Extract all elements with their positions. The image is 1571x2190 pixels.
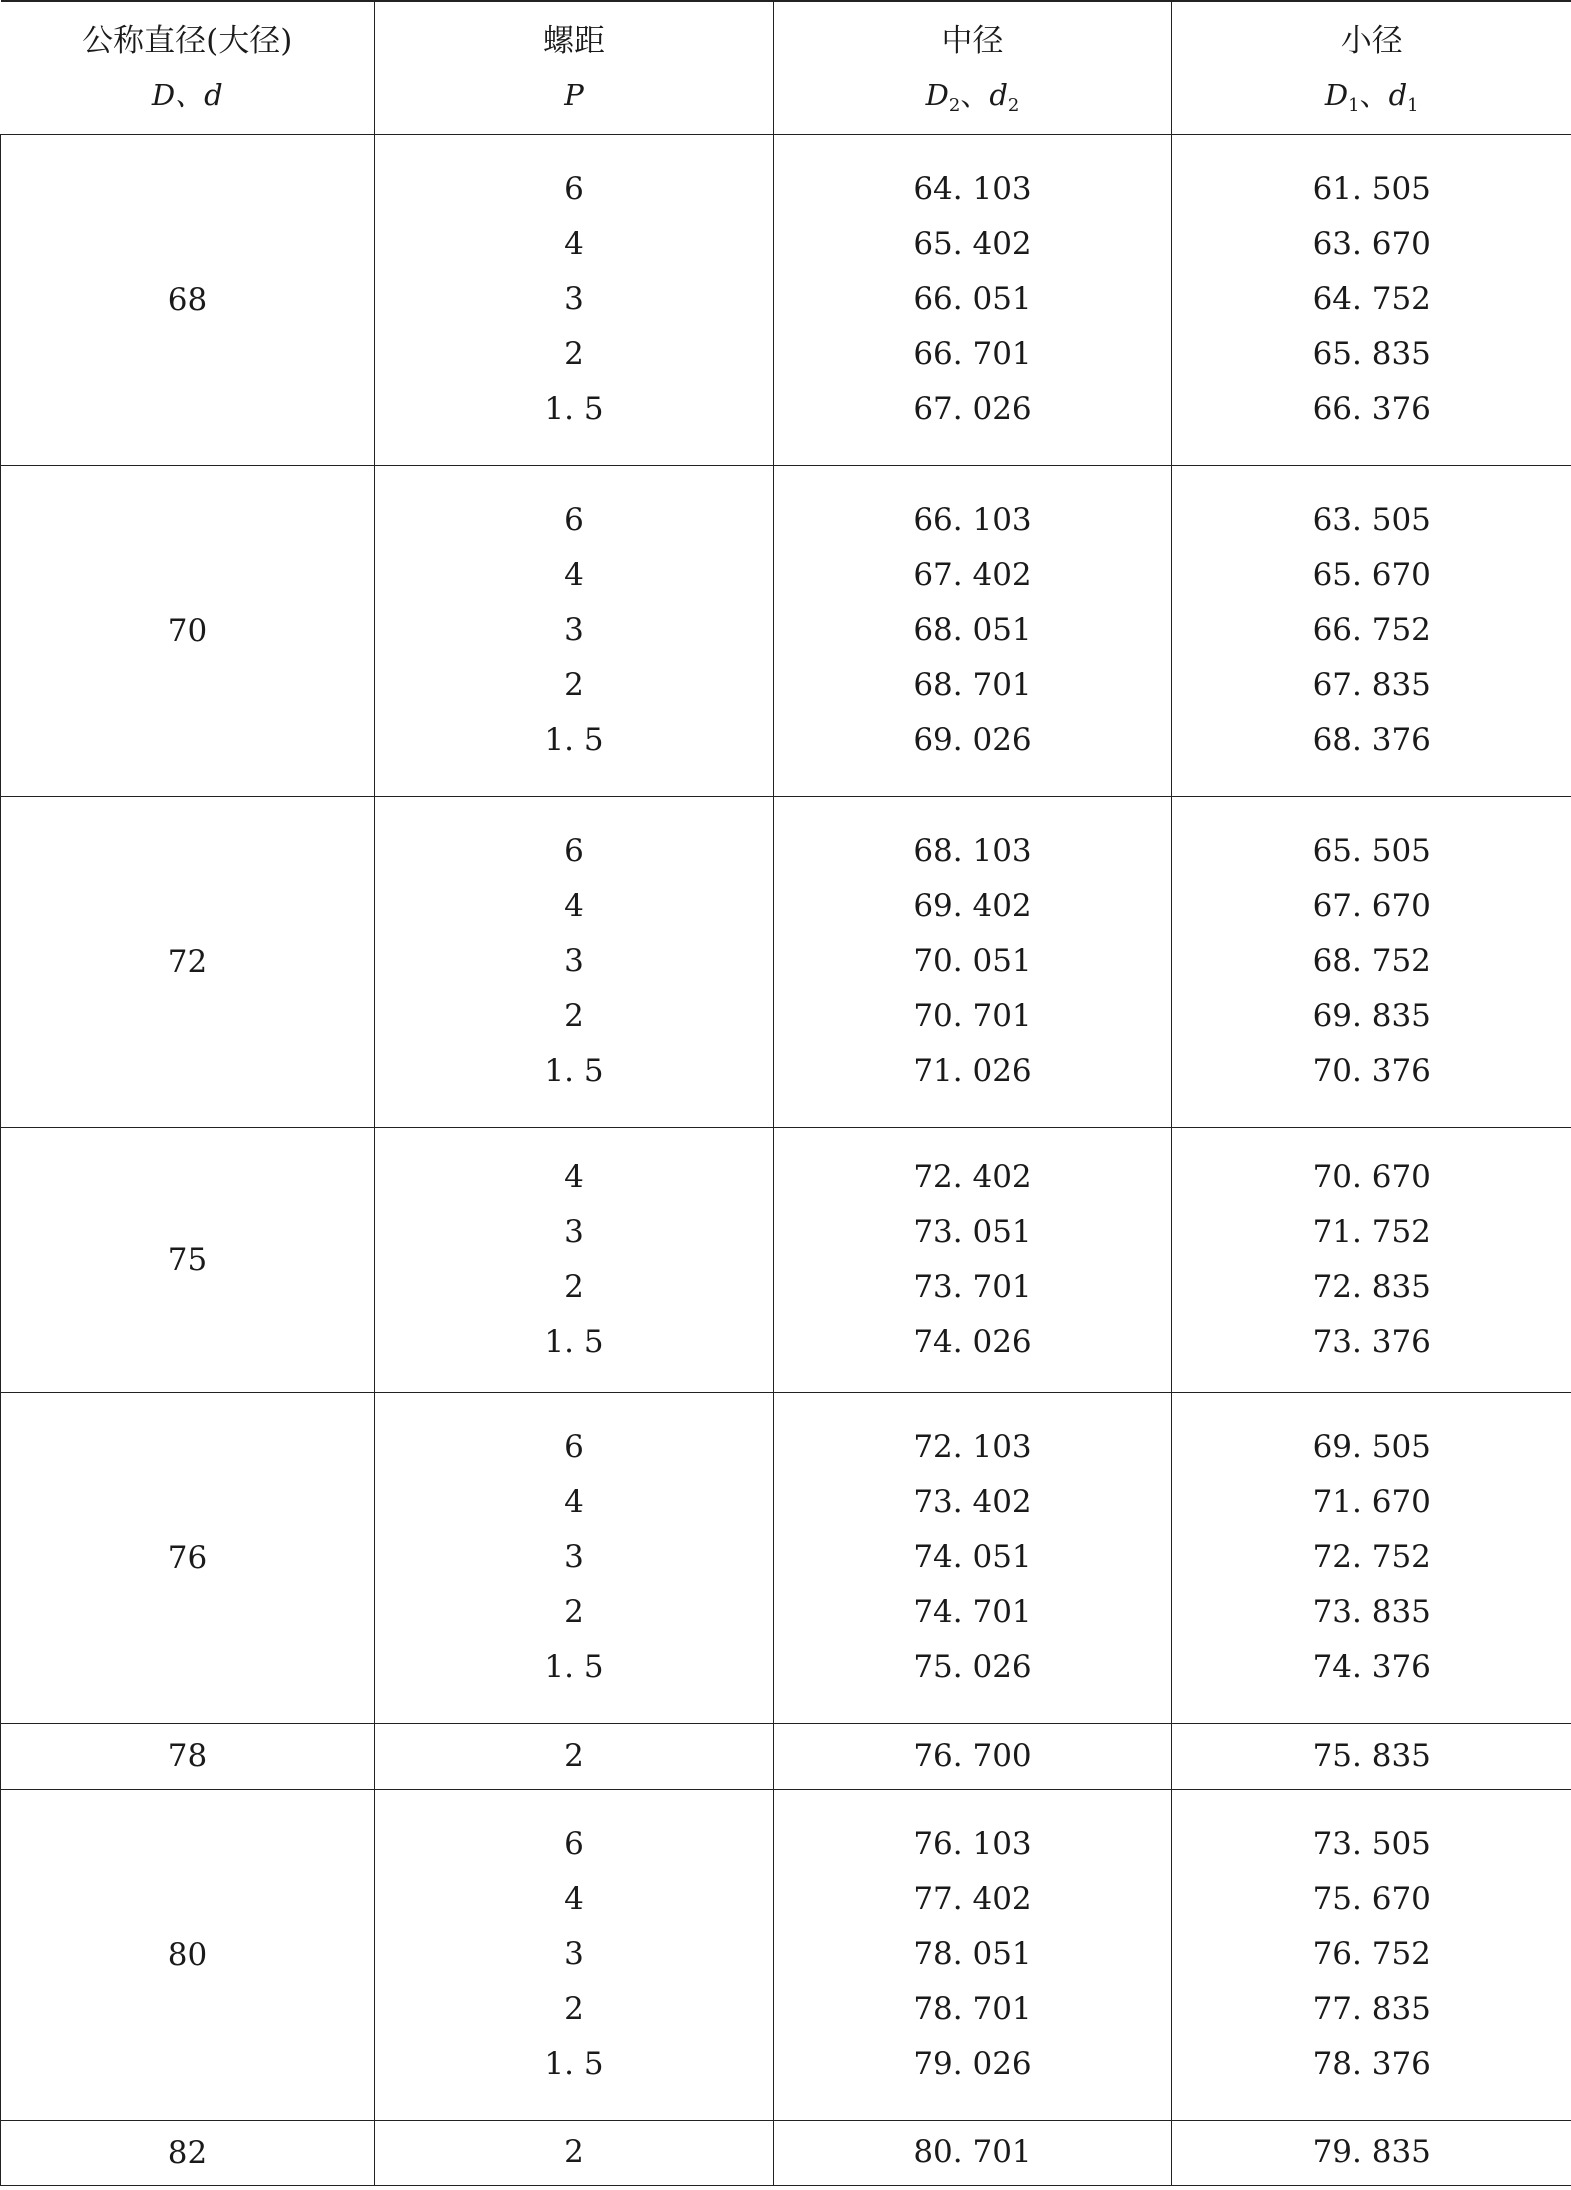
minor-diameter-cell bbox=[1172, 1392, 1571, 1723]
pitch-diameter-cell bbox=[774, 1789, 1172, 2120]
pitch-cell bbox=[375, 796, 774, 1127]
pitch-diameter-cell bbox=[774, 796, 1172, 1127]
pitch-cell bbox=[375, 465, 774, 796]
header-nominal-diameter-label: 公称直径(大径) bbox=[82, 22, 293, 59]
minor-diameter-cell bbox=[1172, 1789, 1571, 2120]
pitch-value: 2 bbox=[564, 667, 584, 703]
pitch-diameter-value: 74. 026 bbox=[913, 1323, 1032, 1360]
pitch-value: 2 bbox=[564, 1991, 584, 2027]
pitch-value: 2 bbox=[564, 1268, 584, 1305]
header-minor-diameter-symbol: $D_1$、$d_1$ bbox=[1324, 77, 1419, 116]
nominal-diameter-cell: 76 bbox=[1, 1392, 375, 1723]
minor-diameter-value: 67. 835 bbox=[1312, 667, 1431, 703]
pitch-value: 1. 5 bbox=[544, 2046, 604, 2082]
pitch-diameter-value: 64. 103 bbox=[913, 171, 1032, 207]
table-row bbox=[1, 1127, 1571, 1392]
pitch-diameter-value: 73. 402 bbox=[913, 1484, 1032, 1520]
pitch-diameter-value: 72. 103 bbox=[913, 1429, 1032, 1465]
minor-diameter-value: 68. 752 bbox=[1312, 943, 1431, 979]
header-minor-diameter bbox=[1172, 1, 1571, 134]
pitch-value: 6 bbox=[564, 502, 584, 538]
nominal-diameter-cell: 80 bbox=[1, 1789, 375, 2120]
pitch-value: 4 bbox=[564, 888, 584, 924]
pitch-value: 6 bbox=[564, 1826, 584, 1862]
pitch-value: 4 bbox=[564, 1881, 584, 1917]
nominal-diameter-cell: 75 bbox=[1, 1127, 375, 1392]
minor-diameter-value: 63. 670 bbox=[1312, 226, 1431, 262]
pitch-diameter-value: 65. 402 bbox=[913, 226, 1032, 262]
pitch-diameter-value: 74. 051 bbox=[913, 1539, 1032, 1575]
pitch-diameter-value: 76. 103 bbox=[913, 1826, 1032, 1862]
pitch-value: 3 bbox=[564, 943, 584, 979]
pitch-value: 2 bbox=[564, 2134, 584, 2170]
pitch-diameter-value: 68. 103 bbox=[913, 833, 1032, 869]
header-pitch-symbol: P bbox=[564, 77, 584, 112]
minor-diameter-value: 69. 505 bbox=[1312, 1429, 1431, 1465]
minor-diameter-value: 73. 505 bbox=[1312, 1826, 1431, 1862]
pitch-cell bbox=[375, 1723, 774, 1789]
minor-diameter-value: 70. 376 bbox=[1312, 1053, 1431, 1089]
minor-diameter-cell bbox=[1172, 1127, 1571, 1392]
minor-diameter-value: 71. 752 bbox=[1312, 1213, 1431, 1250]
minor-diameter-value: 73. 376 bbox=[1312, 1323, 1431, 1360]
table-row bbox=[1, 1392, 1571, 1723]
minor-diameter-value: 65. 505 bbox=[1312, 833, 1431, 869]
pitch-value: 4 bbox=[564, 557, 584, 593]
minor-diameter-value: 68. 376 bbox=[1312, 722, 1431, 758]
pitch-value: 4 bbox=[564, 1484, 584, 1520]
pitch-cell bbox=[375, 1789, 774, 2120]
minor-diameter-value: 64. 752 bbox=[1312, 281, 1431, 317]
pitch-value: 1. 5 bbox=[544, 722, 604, 758]
pitch-cell bbox=[375, 134, 774, 465]
minor-diameter-value: 79. 835 bbox=[1312, 2134, 1431, 2170]
pitch-value: 6 bbox=[564, 833, 584, 869]
pitch-diameter-value: 71. 026 bbox=[913, 1053, 1032, 1089]
minor-diameter-value: 70. 670 bbox=[1312, 1158, 1431, 1195]
minor-diameter-value: 61. 505 bbox=[1312, 171, 1431, 207]
minor-diameter-value: 74. 376 bbox=[1312, 1649, 1431, 1685]
minor-diameter-value: 75. 670 bbox=[1312, 1881, 1431, 1917]
pitch-diameter-cell bbox=[774, 134, 1172, 465]
pitch-diameter-value: 68. 051 bbox=[913, 612, 1032, 648]
pitch-value: 2 bbox=[564, 1594, 584, 1630]
pitch-diameter-value: 79. 026 bbox=[913, 2046, 1032, 2082]
table-row bbox=[1, 1789, 1571, 2120]
pitch-value: 3 bbox=[564, 281, 584, 317]
header-minor-diameter-label: 小径 bbox=[1340, 22, 1403, 59]
minor-diameter-value: 77. 835 bbox=[1312, 1991, 1431, 2027]
pitch-value: 4 bbox=[564, 1158, 584, 1195]
table-row bbox=[1, 465, 1571, 796]
pitch-diameter-value: 67. 402 bbox=[913, 557, 1032, 593]
pitch-value: 6 bbox=[564, 1429, 584, 1465]
pitch-diameter-value: 80. 701 bbox=[913, 2134, 1032, 2170]
header-pitch-diameter bbox=[774, 1, 1172, 134]
minor-diameter-value: 66. 376 bbox=[1312, 391, 1431, 427]
table-body bbox=[1, 134, 1571, 2185]
pitch-cell bbox=[375, 2120, 774, 2185]
minor-diameter-value: 73. 835 bbox=[1312, 1594, 1431, 1630]
pitch-diameter-value: 78. 051 bbox=[913, 1936, 1032, 1972]
minor-diameter-value: 65. 835 bbox=[1312, 336, 1431, 372]
pitch-diameter-value: 77. 402 bbox=[913, 1881, 1032, 1917]
minor-diameter-value: 63. 505 bbox=[1312, 502, 1431, 538]
pitch-diameter-value: 67. 026 bbox=[913, 391, 1032, 427]
minor-diameter-cell bbox=[1172, 134, 1571, 465]
pitch-diameter-value: 74. 701 bbox=[913, 1594, 1032, 1630]
pitch-diameter-value: 69. 026 bbox=[913, 722, 1032, 758]
pitch-diameter-value: 66. 701 bbox=[913, 336, 1032, 372]
minor-diameter-value: 66. 752 bbox=[1312, 612, 1431, 648]
pitch-value: 2 bbox=[564, 1737, 584, 1774]
minor-diameter-cell bbox=[1172, 2120, 1571, 2185]
pitch-value: 1. 5 bbox=[544, 1323, 604, 1360]
pitch-diameter-cell bbox=[774, 2120, 1172, 2185]
minor-diameter-cell bbox=[1172, 1723, 1571, 1789]
pitch-value: 1. 5 bbox=[544, 391, 604, 427]
pitch-diameter-cell bbox=[774, 465, 1172, 796]
header-pitch bbox=[375, 1, 774, 134]
pitch-diameter-cell bbox=[774, 1127, 1172, 1392]
minor-diameter-value: 65. 670 bbox=[1312, 557, 1431, 593]
minor-diameter-value: 67. 670 bbox=[1312, 888, 1431, 924]
pitch-value: 3 bbox=[564, 612, 584, 648]
pitch-diameter-value: 70. 701 bbox=[913, 998, 1032, 1034]
pitch-diameter-value: 73. 701 bbox=[913, 1268, 1032, 1305]
nominal-diameter-cell: 72 bbox=[1, 796, 375, 1127]
nominal-diameter-cell: 68 bbox=[1, 134, 375, 465]
pitch-value: 6 bbox=[564, 171, 584, 207]
pitch-value: 4 bbox=[564, 226, 584, 262]
minor-diameter-value: 75. 835 bbox=[1312, 1737, 1431, 1774]
minor-diameter-value: 71. 670 bbox=[1312, 1484, 1431, 1520]
header-pitch-label: 螺距 bbox=[543, 22, 605, 59]
pitch-diameter-value: 66. 051 bbox=[913, 281, 1032, 317]
pitch-value: 3 bbox=[564, 1213, 584, 1250]
table-row bbox=[1, 2120, 1571, 2185]
header-nominal-diameter bbox=[1, 1, 375, 134]
pitch-cell bbox=[375, 1127, 774, 1392]
table-row bbox=[1, 1723, 1571, 1789]
pitch-diameter-cell bbox=[774, 1723, 1172, 1789]
header-nominal-diameter-symbol: D、d bbox=[151, 77, 223, 112]
pitch-diameter-cell bbox=[774, 1392, 1172, 1723]
pitch-value: 1. 5 bbox=[544, 1649, 604, 1685]
pitch-diameter-value: 72. 402 bbox=[913, 1158, 1032, 1195]
pitch-diameter-value: 66. 103 bbox=[913, 502, 1032, 538]
minor-diameter-value: 72. 752 bbox=[1312, 1539, 1431, 1575]
pitch-diameter-value: 76. 700 bbox=[913, 1737, 1032, 1774]
header-row bbox=[1, 1, 1571, 134]
nominal-diameter-cell: 78 bbox=[1, 1723, 375, 1789]
minor-diameter-value: 72. 835 bbox=[1312, 1268, 1431, 1305]
minor-diameter-cell bbox=[1172, 796, 1571, 1127]
pitch-value: 2 bbox=[564, 998, 584, 1034]
pitch-cell bbox=[375, 1392, 774, 1723]
header-pitch-diameter-symbol: $D_2$、$d_2$ bbox=[925, 77, 1020, 116]
header-pitch-diameter-label: 中径 bbox=[941, 22, 1004, 59]
pitch-value: 1. 5 bbox=[544, 1053, 604, 1089]
pitch-diameter-value: 78. 701 bbox=[913, 1991, 1032, 2027]
pitch-diameter-value: 69. 402 bbox=[913, 888, 1032, 924]
pitch-value: 3 bbox=[564, 1936, 584, 1972]
pitch-diameter-value: 73. 051 bbox=[913, 1213, 1032, 1250]
minor-diameter-value: 69. 835 bbox=[1312, 998, 1431, 1034]
table-row bbox=[1, 134, 1571, 465]
pitch-diameter-value: 68. 701 bbox=[913, 667, 1032, 703]
nominal-diameter-cell: 70 bbox=[1, 465, 375, 796]
pitch-value: 2 bbox=[564, 336, 584, 372]
minor-diameter-cell bbox=[1172, 465, 1571, 796]
pitch-value: 3 bbox=[564, 1539, 584, 1575]
pitch-diameter-value: 75. 026 bbox=[913, 1649, 1032, 1685]
table-row bbox=[1, 796, 1571, 1127]
minor-diameter-value: 78. 376 bbox=[1312, 2046, 1431, 2082]
minor-diameter-value: 76. 752 bbox=[1312, 1936, 1431, 1972]
nominal-diameter-cell: 82 bbox=[1, 2120, 375, 2185]
pitch-diameter-value: 70. 051 bbox=[913, 943, 1032, 979]
